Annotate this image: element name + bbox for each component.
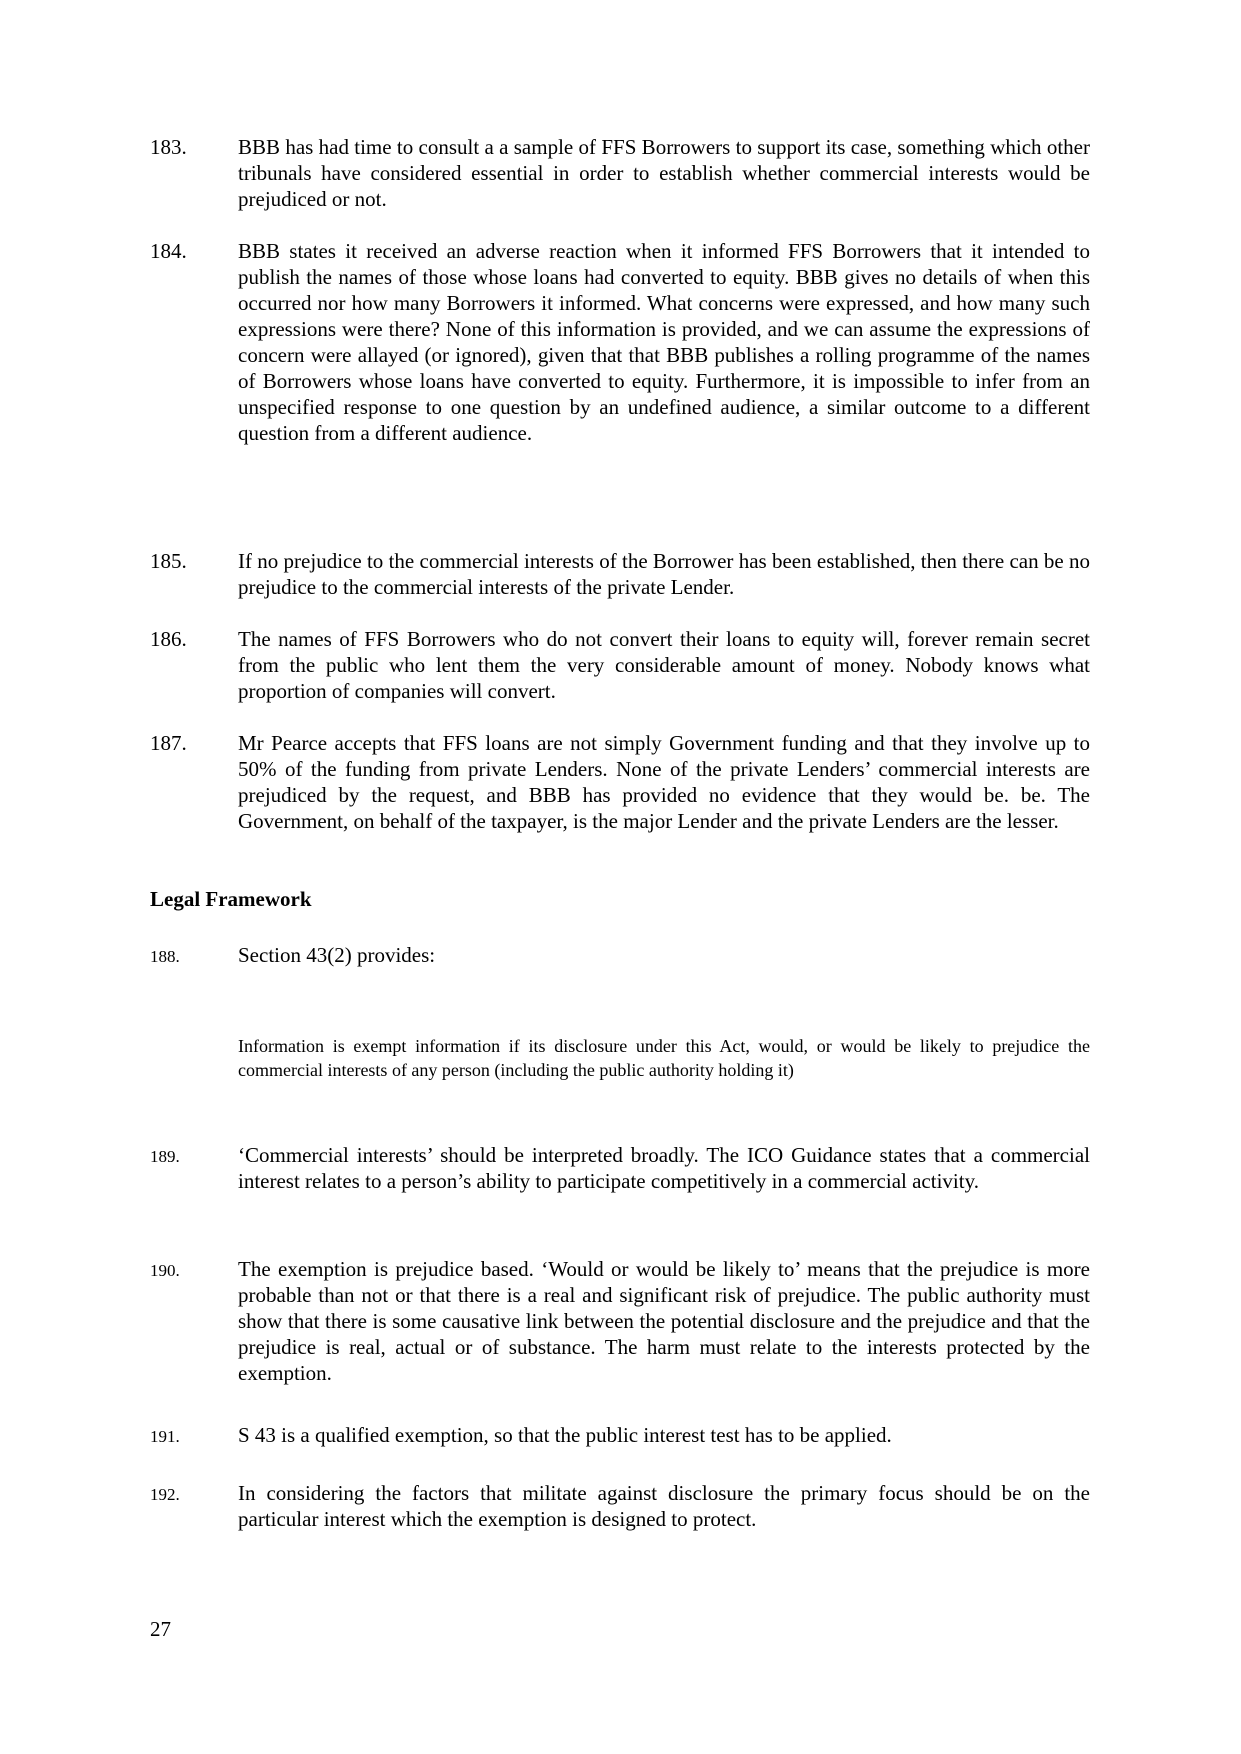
paragraph-text: The exemption is prejudice based. ‘Would or would be likely to’ means that the prejudice is more probable than not or that there is a real and significant risk of prejudice. The public authority must show that there is some causative link between the potential disclosure and the prejudice and that the prejudice is real, actual or of substance. The harm must relate to the interests protected by the exemption. [238, 1257, 1090, 1385]
paragraph-number: 189. [150, 1147, 180, 1166]
paragraph-189 [150, 1142, 1090, 1194]
paragraph-number: 185. [150, 549, 187, 573]
paragraph-number: 191. [150, 1427, 180, 1446]
paragraph-190 [150, 1256, 1090, 1386]
paragraph-text: Mr Pearce accepts that FFS loans are not simply Government funding and that they involve up to 50% of the funding from private Lenders. None of the private Lenders’ commercial interests are prejudiced by the request, and BBB has provided no evidence that they would be. be. The Government, on behalf of the taxpayer, is the major Lender and the private Lenders are the lesser. [238, 731, 1090, 833]
paragraph-183 [150, 134, 1090, 212]
paragraph-text: The names of FFS Borrowers who do not convert their loans to equity will, forever remain secret from the public who lent them the very considerable amount of money. Nobody knows what proportion of companies will convert. [238, 627, 1090, 703]
paragraph-text: BBB has had time to consult a a sample of FFS Borrowers to support its case, something which other tribunals have considered essential in order to establish whether commercial interests would be prejudiced or not. [238, 135, 1090, 211]
paragraph-number: 183. [150, 135, 187, 159]
paragraph-185 [150, 548, 1090, 600]
section-heading: Legal Framework [150, 887, 312, 911]
page-number: 27 [150, 1617, 171, 1641]
statute-quote: Information is exempt information if its disclosure under this Act, would, or would be likely to prejudice the commercial interests of any person (including the public authority holding it) [238, 1036, 1090, 1080]
paragraph-192 [150, 1480, 1090, 1532]
paragraph-191 [150, 1422, 1090, 1448]
paragraph-number: 192. [150, 1485, 180, 1504]
paragraph-186 [150, 626, 1090, 704]
paragraph-number: 188. [150, 947, 180, 966]
paragraph-number: 186. [150, 627, 187, 651]
paragraph-187 [150, 730, 1090, 834]
paragraph-text: Section 43(2) provides: [238, 943, 436, 967]
paragraph-text: ‘Commercial interests’ should be interpreted broadly. The ICO Guidance states that a commercial interest relates to a person’s ability to participate competitively in a commercial activity. [238, 1143, 1090, 1193]
paragraph-number: 184. [150, 239, 187, 263]
paragraph-184 [150, 238, 1090, 446]
paragraph-text: In considering the factors that militate against disclosure the primary focus should be on the particular interest which the exemption is designed to protect. [238, 1481, 1090, 1531]
paragraph-number: 187. [150, 731, 187, 755]
paragraph-number: 190. [150, 1261, 180, 1280]
paragraph-text: S 43 is a qualified exemption, so that the public interest test has to be applied. [238, 1423, 892, 1447]
paragraph-text: BBB states it received an adverse reaction when it informed FFS Borrowers that it intended to publish the names of those whose loans had converted to equity. BBB gives no details of when this occurred nor how many Borrowers it informed. What concerns were expressed, and how many such expressions were there? None of this information is provided, and we can assume the expressions of concern were allayed (or ignored), given that that BBB publishes a rolling programme of the names of Borrowers whose loans have converted to equity. Furthermore, it is impossible to infer from an unspecified response to one question by an undefined audience, a similar outcome to a different question from a different audience. [238, 239, 1090, 445]
paragraph-text: If no prejudice to the commercial interests of the Borrower has been established, then there can be no prejudice to the commercial interests of the private Lender. [238, 549, 1090, 599]
paragraph-188 [150, 942, 1090, 968]
